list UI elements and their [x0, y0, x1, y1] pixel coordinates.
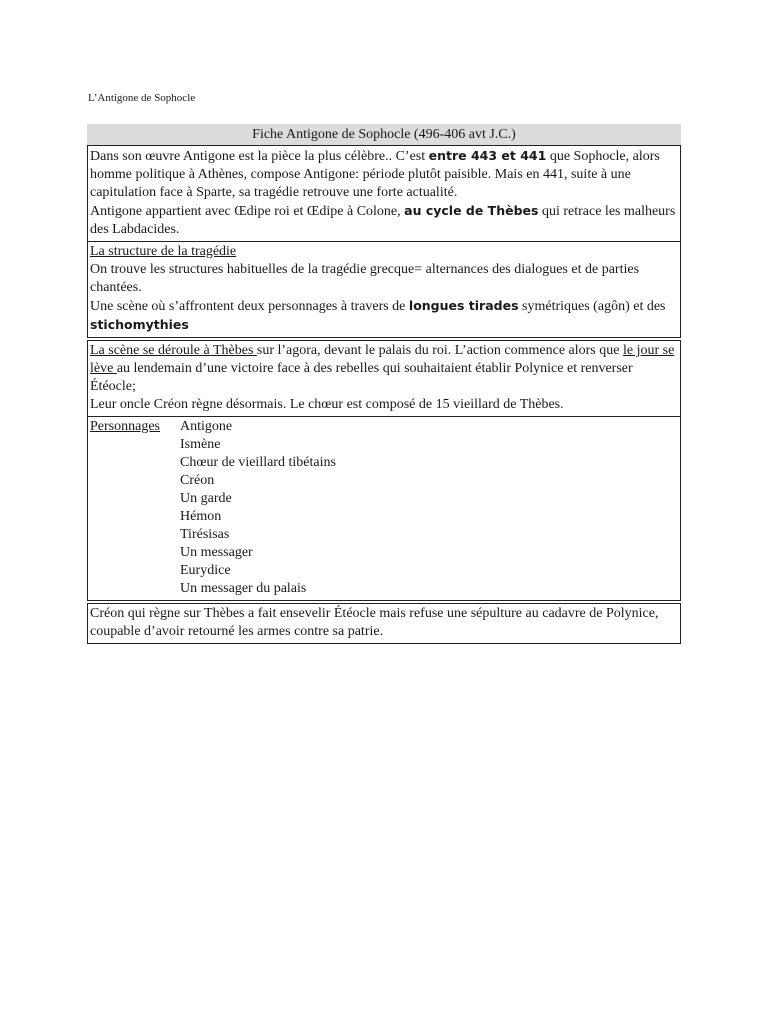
setting-section [87, 340, 681, 417]
intro-text-2: Antigone appartient avec Œdipe roi et Œdipe à Colone, [90, 204, 405, 219]
characters-layout [90, 418, 678, 598]
character-item: Hémon [180, 509, 222, 524]
character-item: Un messager [180, 545, 253, 560]
character-item: Créon [180, 473, 215, 488]
sheet-title: Fiche Antigone de Sophocle (496-406 avt J.C.) [87, 124, 681, 145]
character-item: Eurydice [180, 563, 231, 578]
intro-bold-dates: entre 443 et 441 [428, 148, 547, 163]
structure-paragraph-1: On trouve les structures habituelles de la tragédie grecque= alternances des dialogues et de parties chantées. [90, 262, 640, 295]
character-item: Tirésisas [180, 527, 230, 542]
summary-paragraph: Créon qui règne sur Thèbes a fait ensevelir Étéocle mais refuse une sépulture au cadavre de Polynice, coupable d’avoir retourné les armes contre sa patrie. [90, 606, 659, 639]
intro-text-cont: que Sophocle, alors homme politique à Athènes, compose Antigone: période plutôt paisible. Mais en 441, suite à une capitulation face à Sparte, sa tragédie retrouve une forte actualité. [90, 149, 660, 200]
character-item: Antigone [180, 419, 233, 434]
characters-label: Personnages [90, 419, 160, 434]
structure-section [87, 242, 681, 338]
structure-text-cont: symétriques (agôn) et des [518, 299, 666, 314]
setting-paragraph-2: Leur oncle Créon règne désormais. Le chœur est composé de 15 vieillard de Thèbes. [90, 397, 564, 412]
character-item: Chœur de vieillard tibétains [180, 455, 336, 470]
summary-section [87, 603, 681, 644]
structure-paragraph-2 [90, 297, 678, 335]
intro-bold-cycle: au cycle de Thèbes [404, 203, 539, 218]
structure-heading: La structure de la tragédie [90, 244, 237, 259]
intro-paragraph-2 [90, 202, 678, 239]
structure-bold-stichomythies: stichomythies [90, 317, 189, 332]
characters-section [87, 417, 681, 601]
intro-paragraph-1 [90, 147, 678, 202]
intro-text: Dans son œuvre Antigone est la pièce la plus célèbre.. C’est [90, 149, 429, 164]
fiche-sheet [87, 124, 681, 644]
character-item: Un messager du palais [180, 581, 307, 596]
setting-paragraph-1 [90, 342, 678, 396]
structure-bold-tirades: longues tirades [408, 298, 519, 313]
character-item: Ismène [180, 437, 221, 452]
setting-underline-time: le jour se lève [90, 343, 675, 376]
structure-text: Une scène où s’affrontent deux personnages à travers de [90, 299, 409, 314]
document-title: L’Antigone de Sophocle [88, 92, 196, 104]
setting-text-cont: au lendemain d’une victoire face à des rebelles qui souhaitaient établir Polynice et renverser Étéocle; [90, 361, 633, 394]
intro-text-2-cont: qui retrace les malheurs des Labdacides. [90, 204, 676, 237]
setting-underline-place: La scène se déroule à Thèbes [90, 343, 257, 358]
character-item: Un garde [180, 491, 232, 506]
intro-section [87, 145, 681, 242]
characters-list [180, 418, 336, 598]
setting-text: sur l’agora, devant le palais du roi. L’action commence alors que [256, 343, 623, 358]
